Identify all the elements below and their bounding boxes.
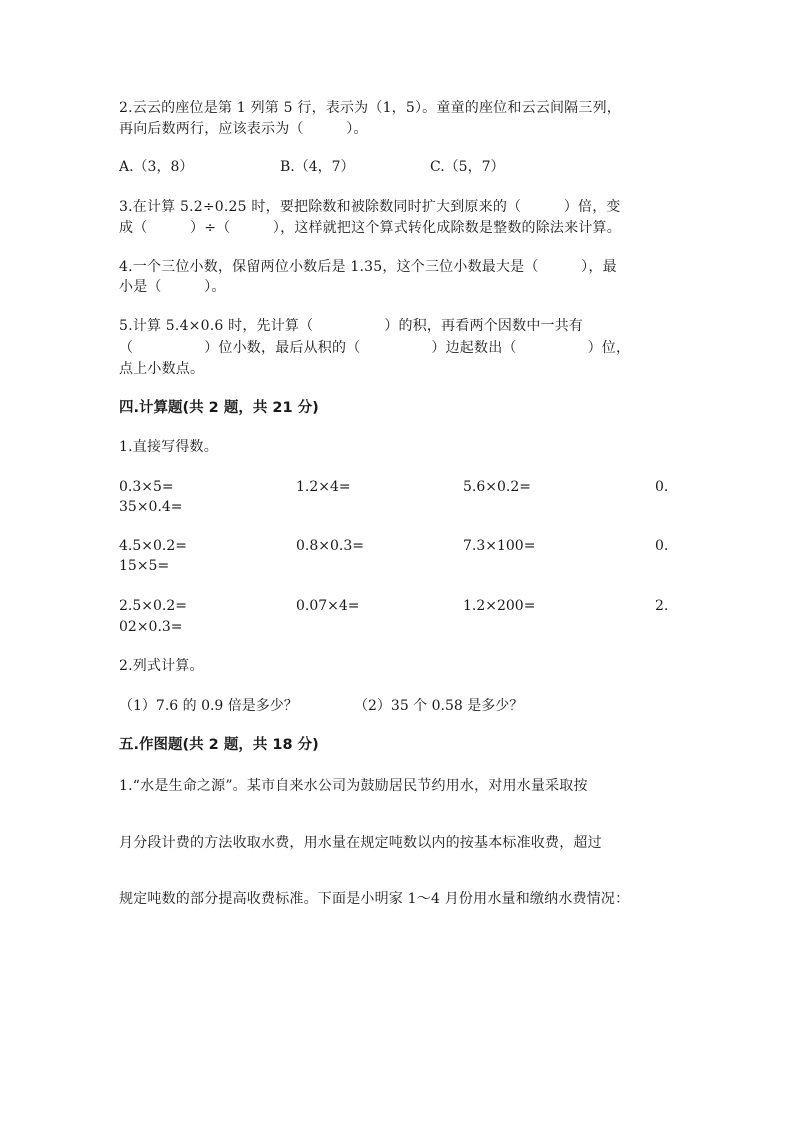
calc-cell: 2.5×0.2=	[119, 598, 187, 614]
section5-q1-line2: 月分段计费的方法收取水费，用水量在规定吨数以内的按基本标准收费，超过	[119, 835, 602, 851]
section5-q1-line1: 1.“水是生命之源”。某市自来水公司为鼓励居民节约用水，对用水量采取按	[119, 778, 588, 794]
calc-cell: 4.5×0.2=	[119, 538, 187, 554]
q2-line2: 再向后数两行，应该表示为（ ）。	[119, 121, 368, 137]
section5-q1-line3: 规定吨数的部分提高收费标准。下面是小明家 1～4 月份用水量和缴纳水费情况：	[119, 891, 630, 907]
calc-cell: 0.07×4=	[296, 598, 360, 614]
q5-line3: 点上小数点。	[119, 361, 205, 377]
calc-cell: 1.2×4=	[296, 479, 351, 495]
calc-cell: 1.2×200=	[463, 598, 536, 614]
q5-line2: （ ）位小数，最后从积的（ ）边起数出（ ）位，	[119, 340, 631, 356]
section4-q1-title: 1.直接写得数。	[119, 439, 218, 455]
section4-q2-title: 2.列式计算。	[119, 658, 204, 674]
q2-line1: 2.云云的座位是第 1 列第 5 行，表示为（1，5）。童童的座位和云云间隔三列，	[119, 100, 621, 116]
q2-option-a: A.（3，8）	[119, 159, 194, 175]
calc-cell: 0.3×5=	[119, 479, 174, 495]
q3-line2: 成（ ）÷（ ），这样就把这个算式转化成除数是整数的除法来计算。	[119, 220, 621, 236]
calc-cell: 5.6×0.2=	[463, 479, 531, 495]
calc-cell: 0.	[655, 538, 669, 554]
calc-cell-wrap: 15×5=	[119, 558, 170, 574]
q3-line1: 3.在计算 5.2÷0.25 时，要把除数和被除数同时扩大到原来的（ ）倍，变	[119, 199, 621, 215]
calc-cell: 0.8×0.3=	[296, 538, 364, 554]
calc-cell: 2.	[655, 598, 669, 614]
calc-cell: 7.3×100=	[463, 538, 536, 554]
calc-cell-wrap: 35×0.4=	[119, 499, 183, 515]
q4-line1: 4.一个三位小数，保留两位小数后是 1.35，这个三位小数最大是（ ），最	[119, 259, 617, 275]
section4-q2-b: （2）35 个 0.58 是多少？	[354, 698, 524, 714]
calc-cell: 0.	[655, 479, 669, 495]
q2-option-b: B.（4，7）	[280, 159, 355, 175]
section5-title: 五.作图题(共 2 题，共 18 分)	[119, 737, 319, 753]
q5-line1: 5.计算 5.4×0.6 时，先计算（ ）的积，再看两个因数中一共有	[119, 318, 584, 334]
calc-cell-wrap: 02×0.3=	[119, 619, 183, 635]
section4-title: 四.计算题(共 2 题，共 21 分)	[119, 400, 319, 416]
q2-option-c: C.（5，7）	[430, 159, 505, 175]
q4-line2: 小是（ ）。	[119, 279, 226, 295]
section4-q2-a: （1）7.6 的 0.9 倍是多少？	[119, 698, 298, 714]
